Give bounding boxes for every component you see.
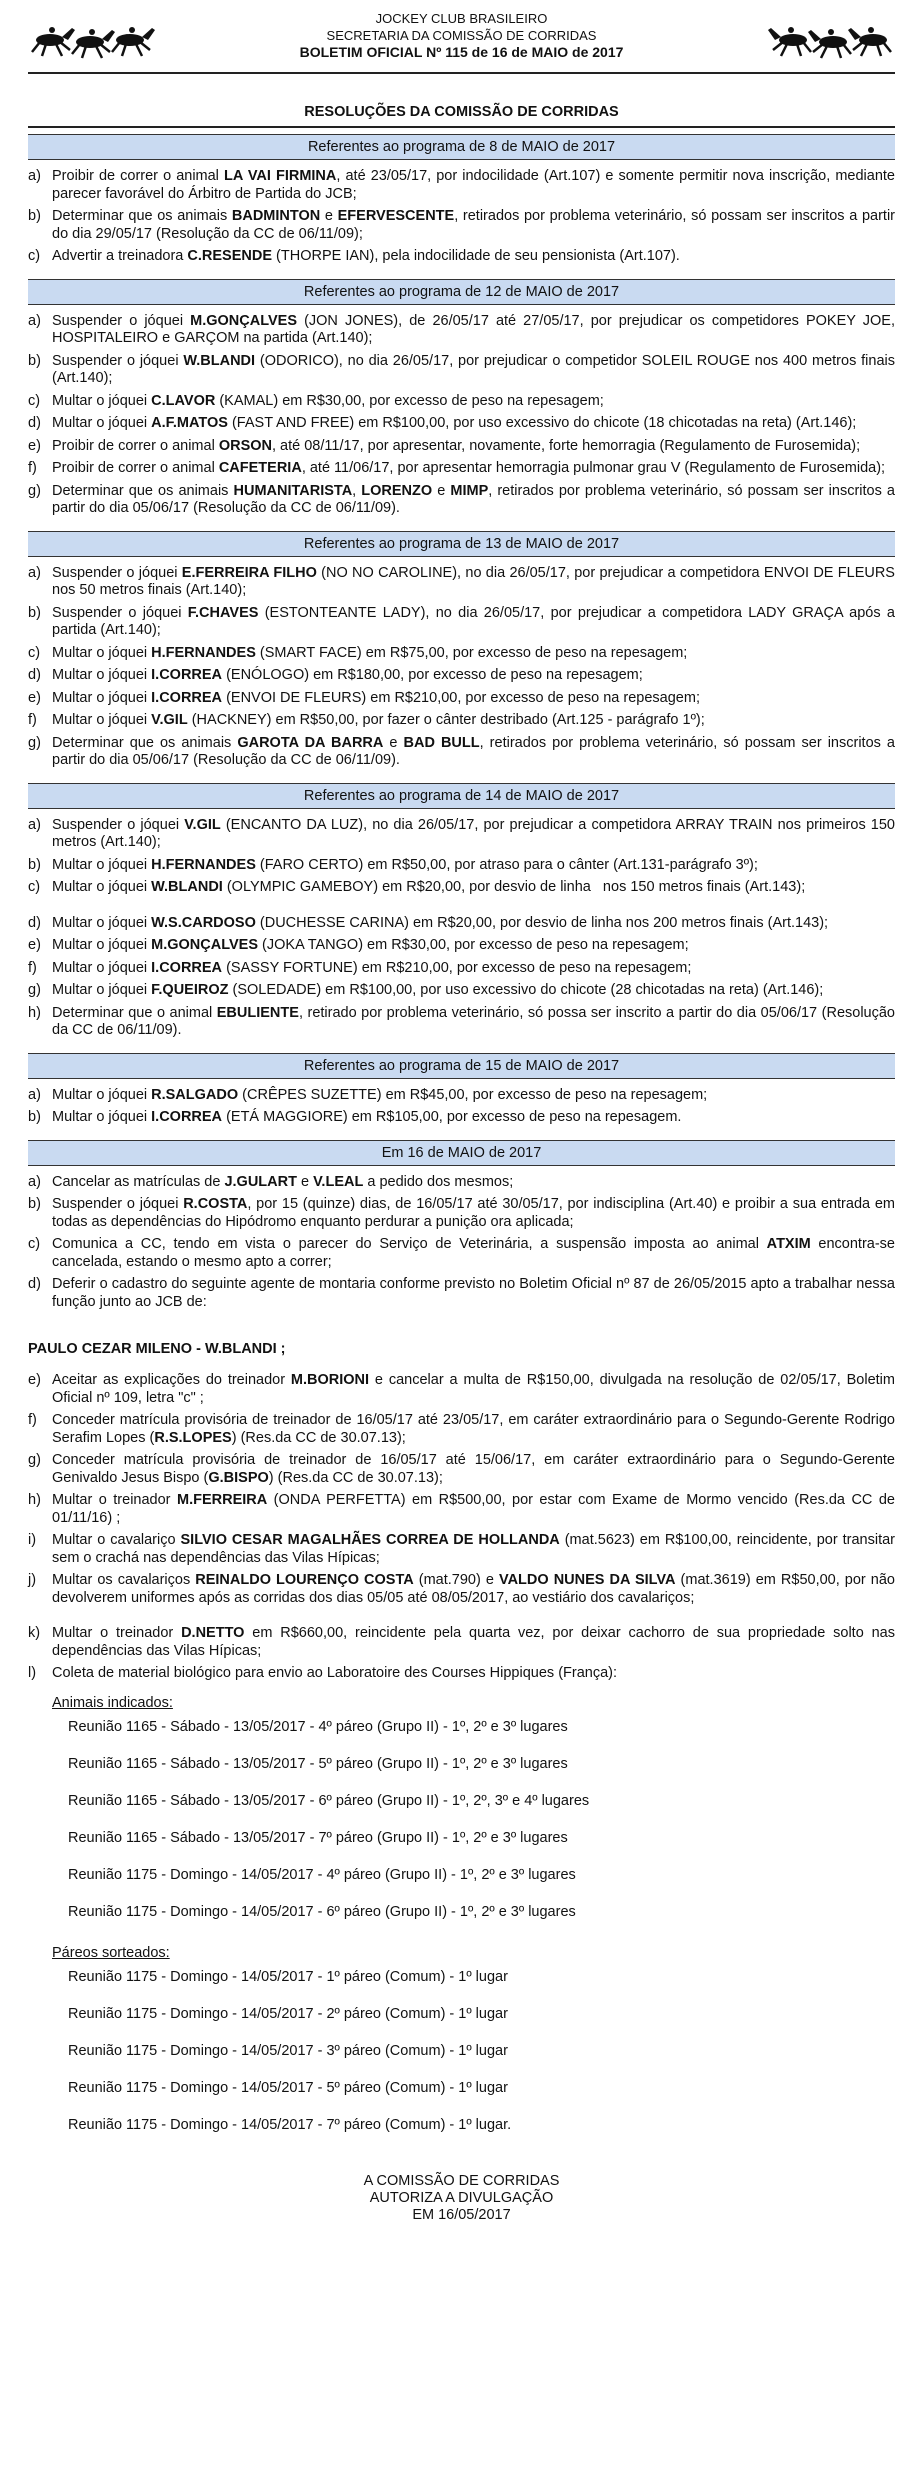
racehorses-silhouette-icon (765, 12, 895, 62)
resolution-item (28, 1236, 895, 1271)
resolution-item (28, 1665, 895, 1683)
resolution-item (28, 353, 895, 388)
resolutions-title: RESOLUÇÕES DA COMISSÃO DE CORRIDAS (28, 92, 895, 128)
animais-title: Animais indicados: (52, 1694, 173, 1711)
item-letter: a) (28, 168, 41, 184)
list-item: Reunião 1165 - Sábado - 13/05/2017 - 5º páreo (Grupo II) - 1º, 2º e 3º lugares (68, 1755, 568, 1772)
resolution-item (28, 1005, 895, 1040)
resolution-item (28, 1492, 895, 1527)
list-item: Reunião 1165 - Sábado - 13/05/2017 - 4º páreo (Grupo II) - 1º, 2º e 3º lugares (68, 1718, 568, 1735)
item-letter: c) (28, 879, 41, 895)
section-items (28, 305, 895, 525)
item-text: Determinar que os animais GAROTA DA BARRA e BAD BULL, retirados por problema veterinário, só possam ser inscritos a partir do dia 05/06/17 (Resolução da CC de 06/11/09). (52, 734, 895, 768)
final-items-before (28, 1166, 895, 1319)
resolution-item (28, 645, 895, 663)
pareos-list (28, 1968, 895, 2153)
resolution-item (28, 667, 895, 685)
resolution-item (28, 605, 895, 640)
item-letter: b) (28, 352, 41, 369)
resolution-item (28, 1572, 895, 1607)
resolution-item (28, 1276, 895, 1311)
resolution-item (28, 1452, 895, 1487)
resolution-item (28, 1532, 895, 1567)
org-subdivision: SECRETARIA DA COMISSÃO DE CORRIDAS (326, 28, 597, 43)
item-text: Cancelar as matrículas de J.GULART e V.LEAL a pedido dos mesmos; (52, 1173, 514, 1190)
resolution-section (28, 531, 895, 777)
list-item: Reunião 1175 - Domingo - 14/05/2017 - 7º páreo (Comum) - 1º lugar. (68, 2116, 512, 2133)
resolution-section (28, 134, 895, 273)
item-letter: d) (28, 1276, 41, 1292)
item-letter: a) (28, 816, 41, 833)
item-letter: g) (28, 1452, 41, 1468)
resolution-item (28, 982, 895, 1000)
list-item: Reunião 1165 - Sábado - 13/05/2017 - 7º páreo (Grupo II) - 1º, 2º e 3º lugares (68, 1829, 568, 1846)
item-letter: l) (28, 1665, 37, 1681)
item-letter: g) (28, 734, 41, 751)
item-text: Multar o treinador M.FERREIRA (ONDA PERFETTA) em R$500,00, por estar com Exame de Mormo vencido (Res.da CC de 01/11/16) ; (52, 1492, 895, 1526)
resolution-section (28, 1053, 895, 1134)
resolution-item (28, 565, 895, 600)
item-text: Determinar que o animal EBULIENTE, retirado por problema veterinário, só possa ser inscrito a partir do dia 05/06/17 (Resolução da CC de 06/11/09). (52, 1004, 895, 1038)
resolution-item (28, 438, 895, 456)
bulletin-page (0, 4, 923, 2485)
resolution-item (28, 915, 895, 933)
item-text: Suspender o jóquei E.FERREIRA FILHO (NO NO CAROLINE), no dia 26/05/17, por prejudicar a competidora ENVOI DE FLEURS nos 50 metros finais (Art.140); (52, 564, 895, 598)
section-heading: Referentes ao programa de 14 de MAIO de 2017 (28, 783, 895, 809)
item-letter: f) (28, 1412, 37, 1428)
section-items (28, 1079, 895, 1134)
item-text: Suspender o jóquei R.COSTA, por 15 (quinze) dias, de 16/05/17 até 30/05/17, por indisciplina (Art.40) e proibir a sua entrada em todas as dependências do Hipódromo enquanto perdurar a punição ora aplicada; (52, 1196, 895, 1230)
item-text: Multar o jóquei F.QUEIROZ (SOLEDADE) em R$100,00, por uso excessivo do chicote (28 chicotadas na reta) (Art.146); (52, 982, 824, 998)
list-item: Reunião 1175 - Domingo - 14/05/2017 - 2º páreo (Comum) - 1º lugar (68, 2005, 508, 2022)
resolution-item (28, 1174, 895, 1192)
item-letter: e) (28, 437, 41, 454)
item-letter: b) (28, 1109, 41, 1125)
item-text: Proibir de correr o animal LA VAI FIRMINA, até 23/05/17, por indocilidade (Art.107) e somente permitir nova inscrição, mediante parecer favorável do Árbitro de Partida do JCB; (52, 168, 895, 202)
final-section (28, 1140, 895, 2153)
section-heading: Referentes ao programa de 15 de MAIO de 2017 (28, 1053, 895, 1079)
item-letter: c) (28, 392, 41, 409)
resolution-item (28, 248, 895, 266)
item-text: Determinar que os animais BADMINTON e EFERVESCENTE, retirados por problema veterinário, só possam ser inscritos a partir do dia 29/05/17 (Resolução da CC de 06/11/09); (52, 208, 895, 242)
item-letter: e) (28, 1372, 41, 1388)
item-letter: a) (28, 312, 41, 329)
item-letter: k) (28, 1625, 41, 1641)
resolution-item (28, 1109, 895, 1127)
resolution-item (28, 937, 895, 955)
item-letter: i) (28, 1532, 37, 1548)
item-text: Suspender o jóquei V.GIL (ENCANTO DA LUZ), no dia 26/05/17, por prejudicar a competidora ARRAY TRAIN nos primeiros 150 metros (Art.140); (52, 816, 895, 850)
final-items-after (28, 1364, 895, 1690)
item-letter: f) (28, 959, 37, 976)
item-text: Proibir de correr o animal CAFETERIA, até 11/06/17, por apresentar hemorragia pulmonar grau V (Regulamento de Furosemida); (52, 460, 886, 476)
item-text: Multar o treinador D.NETTO em R$660,00, reincidente pela quarta vez, por deixar cachorro de sua propriedade solto nas dependências das Vilas Hípicas; (52, 1625, 895, 1659)
resolution-item (28, 393, 895, 411)
section-items (28, 557, 895, 777)
item-letter: b) (28, 604, 41, 621)
item-letter: d) (28, 914, 41, 931)
resolution-item (28, 960, 895, 978)
resolution-item (28, 690, 895, 708)
resolution-item (28, 1087, 895, 1105)
resolution-item (28, 460, 895, 478)
item-text: Multar o jóquei W.BLANDI (OLYMPIC GAMEBOY) em R$20,00, por desvio de linha nos 150 metros finais (Art.143); (52, 879, 806, 895)
item-text: Advertir a treinadora C.RESENDE (THORPE IAN), pela indocilidade de seu pensionista (Art.107). (52, 248, 680, 264)
footer-line: AUTORIZA A DIVULGAÇÃO (369, 2189, 554, 2206)
section-heading: Referentes ao programa de 12 de MAIO de 2017 (28, 279, 895, 305)
resolution-item (28, 1625, 895, 1660)
item-text: Multar o jóquei H.FERNANDES (SMART FACE) em R$75,00, por excesso de peso na repesagem; (52, 644, 688, 661)
section-items (28, 160, 895, 273)
list-item: Reunião 1175 - Domingo - 14/05/2017 - 6º páreo (Grupo II) - 1º, 2º e 3º lugares (68, 1903, 576, 1920)
item-text: Multar o jóquei A.F.MATOS (FAST AND FREE) em R$100,00, por uso excessivo do chicote (18 chicotadas na reta) (Art.146); (52, 415, 857, 431)
resolution-item (28, 168, 895, 203)
item-letter: h) (28, 1004, 41, 1021)
item-text: Suspender o jóquei M.GONÇALVES (JON JONES), de 26/05/17 até 27/05/17, por prejudicar os competidores POKEY JOE, HOSPITALEIRO e GARÇOM na partida (Art.140); (52, 312, 895, 346)
list-item: Reunião 1175 - Domingo - 14/05/2017 - 5º páreo (Comum) - 1º lugar (68, 2079, 508, 2096)
item-letter: b) (28, 856, 41, 873)
resolution-item (28, 208, 895, 243)
item-letter: a) (28, 1086, 41, 1103)
item-text: Multar o jóquei I.CORREA (ENÓLOGO) em R$180,00, por excesso de peso na repesagem; (52, 667, 643, 683)
resolution-item (28, 313, 895, 348)
resolution-item (28, 1412, 895, 1447)
bulletin-header (28, 4, 895, 74)
item-letter: g) (28, 982, 41, 998)
item-letter: g) (28, 482, 41, 499)
item-letter: a) (28, 1173, 41, 1190)
item-letter: a) (28, 564, 41, 581)
item-letter: e) (28, 689, 41, 706)
item-letter: e) (28, 937, 41, 953)
resolution-item (28, 1196, 895, 1231)
footer-line: EM 16/05/2017 (412, 2206, 511, 2223)
resolution-sections (28, 134, 895, 1134)
item-text: Multar o jóquei V.GIL (HACKNEY) em R$50,00, por fazer o cânter destribado (Art.125 - parágrafo 1º); (52, 712, 705, 728)
resolution-item (28, 735, 895, 770)
list-item: Reunião 1175 - Domingo - 14/05/2017 - 3º páreo (Comum) - 1º lugar (68, 2042, 508, 2059)
named-agent: PAULO CEZAR MILENO - W.BLANDI ; (28, 1341, 286, 1357)
item-text: Suspender o jóquei F.CHAVES (ESTONTEANTE LADY), no dia 26/05/17, por prejudicar a competidora LADY GRAÇA após a partida (Art.140); (52, 604, 895, 638)
bulletin-title: BOLETIM OFICIAL Nº 115 de 16 de MAIO de 2017 (299, 44, 624, 60)
resolution-item (28, 483, 895, 518)
resolution-item (28, 817, 895, 852)
item-letter: c) (28, 248, 41, 264)
item-text: Comunica a CC, tendo em vista o parecer do Serviço de Veterinária, a suspensão imposta ao animal ATXIM encontra-se cancelada, estando o mesmo apto a correr; (52, 1236, 895, 1270)
item-text: Determinar que os animais HUMANITARISTA, LORENZO e MIMP, retirados por problema veterinário, só possam ser inscritos a partir do dia 05/06/17 (Resolução da CC de 06/11/09). (52, 482, 895, 516)
pareos-title: Páreos sorteados: (52, 1944, 170, 1961)
resolution-item (28, 857, 895, 875)
item-letter: b) (28, 1196, 41, 1212)
section-heading: Em 16 de MAIO de 2017 (28, 1140, 895, 1166)
item-letter: d) (28, 415, 41, 431)
resolution-item (28, 1372, 895, 1407)
item-text: Suspender o jóquei W.BLANDI (ODORICO), no dia 26/05/17, por prejudicar o competidor SOLEIL ROUGE nos 400 metros finais (Art.140); (52, 352, 895, 386)
item-text: Multar o jóquei C.LAVOR (KAMAL) em R$30,00, por excesso de peso na repesagem; (52, 392, 604, 409)
item-text: Multar o cavalariço SILVIO CESAR MAGALHÃES CORREA DE HOLLANDA (mat.5623) em R$100,00, reincidente, por transitar sem o crachá nas dependências das Vilas Hípicas; (52, 1532, 895, 1566)
item-text: Deferir o cadastro do seguinte agente de montaria conforme previsto no Boletim Oficial nº 87 de 26/05/2015 apto a trabalhar nessa função junto ao JCB de: (52, 1276, 895, 1310)
item-text: Multar o jóquei I.CORREA (ETÁ MAGGIORE) em R$105,00, por excesso de peso na repesagem. (52, 1109, 682, 1125)
authorization-footer (28, 2173, 895, 2224)
item-letter: j) (28, 1572, 37, 1588)
resolution-section (28, 279, 895, 525)
section-heading: Referentes ao programa de 8 de MAIO de 2017 (28, 134, 895, 160)
resolution-item (28, 879, 895, 897)
item-text: Conceder matrícula provisória de treinador de 16/05/17 até 23/05/17, em caráter extraordinário para o Segundo-Gerente Rodrigo Serafim Lopes (R.S.LOPES) (Res.da CC de 30.07.13); (52, 1412, 895, 1446)
item-letter: f) (28, 460, 37, 476)
item-text: Conceder matrícula provisória de treinador de 16/05/17 até 15/06/17, em caráter extraordinário para o Segundo-Gerente Genivaldo Jesus Bispo (G.BISPO) (Res.da CC de 30.07.13); (52, 1452, 895, 1486)
item-letter: b) (28, 208, 41, 224)
item-letter: c) (28, 1236, 41, 1252)
resolution-item (28, 415, 895, 433)
resolution-item (28, 712, 895, 730)
list-item: Reunião 1175 - Domingo - 14/05/2017 - 4º páreo (Grupo II) - 1º, 2º e 3º lugares (68, 1866, 576, 1883)
animais-list (28, 1718, 895, 1940)
racehorses-silhouette-icon (28, 12, 158, 62)
item-text: Multar o jóquei W.S.CARDOSO (DUCHESSE CARINA) em R$20,00, por desvio de linha nos 200 metros finais (Art.143); (52, 914, 829, 931)
item-text: Coleta de material biológico para envio ao Laboratoire des Courses Hippiques (França): (52, 1665, 618, 1681)
item-letter: c) (28, 644, 41, 661)
item-letter: d) (28, 667, 41, 683)
item-text: Aceitar as explicações do treinador M.BORIONI e cancelar a multa de R$150,00, divulgada na resolução de 02/05/17, Boletim Oficial nº 109, letra "c" ; (52, 1372, 895, 1406)
list-item: Reunião 1165 - Sábado - 13/05/2017 - 6º páreo (Grupo II) - 1º, 2º, 3º e 4º lugares (68, 1792, 590, 1809)
footer-line: A COMISSÃO DE CORRIDAS (363, 2172, 560, 2189)
section-items (28, 809, 895, 1047)
list-item: Reunião 1175 - Domingo - 14/05/2017 - 1º páreo (Comum) - 1º lugar (68, 1968, 508, 1985)
resolution-section (28, 783, 895, 1047)
section-heading: Referentes ao programa de 13 de MAIO de 2017 (28, 531, 895, 557)
item-text: Proibir de correr o animal ORSON, até 08/11/17, por apresentar, novamente, forte hemorragia (Regulamento de Furosemida); (52, 437, 861, 454)
item-text: Multar o jóquei I.CORREA (SASSY FORTUNE) em R$210,00, por excesso de peso na repesagem; (52, 959, 692, 976)
item-letter: h) (28, 1492, 41, 1508)
item-text: Multar o jóquei I.CORREA (ENVOI DE FLEURS) em R$210,00, por excesso de peso na repesagem; (52, 689, 700, 706)
org-name: JOCKEY CLUB BRASILEIRO (375, 11, 548, 26)
item-text: Multar o jóquei R.SALGADO (CRÊPES SUZETTE) em R$45,00, por excesso de peso na repesagem; (52, 1086, 708, 1103)
item-letter: f) (28, 712, 37, 728)
item-text: Multar o jóquei M.GONÇALVES (JOKA TANGO) em R$30,00, por excesso de peso na repesagem; (52, 937, 689, 953)
item-text: Multar o jóquei H.FERNANDES (FARO CERTO) em R$50,00, por atraso para o cânter (Art.131-parágrafo 3º); (52, 856, 758, 873)
item-text: Multar os cavalariços REINALDO LOURENÇO COSTA (mat.790) e VALDO NUNES DA SILVA (mat.3619) em R$50,00, por não devolverem uniformes após as corridas dos dias 05/05 até 08/05/2017, ao vestiário dos cavalariços; (52, 1572, 895, 1606)
